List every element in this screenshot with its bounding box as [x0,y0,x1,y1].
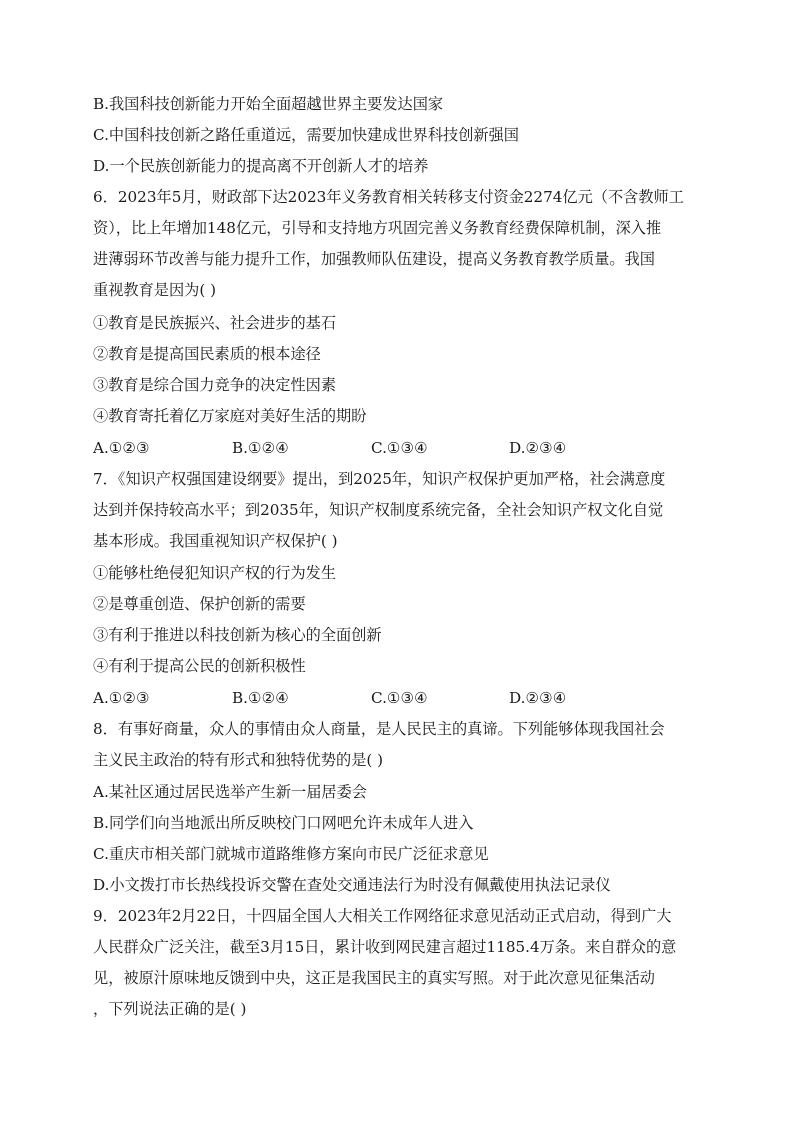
q7-choice-c: C.①③④ [371,689,428,707]
q9-stem-line: ，下列说法正确的是( ) [93,1000,247,1018]
q6-statement: ③教育是综合国力竞争的决定性因素 [93,376,336,394]
q6-statement: ①教育是民族振兴、社会进步的基石 [93,314,336,332]
q6-statement: ④教育寄托着亿万家庭对美好生活的期盼 [93,407,367,425]
q5-option-b: B.我国科技创新能力开始全面超越世界主要发达国家 [93,95,444,113]
q6-stem-line: 重视教育是因为( ) [93,281,216,299]
q5-option-d: D.一个民族创新能力的提高离不开创新人才的培养 [93,157,429,175]
q7-stem-line: 达到并保持较高水平；到2035年，知识产权制度系统完备，全社会知识产权文化自觉 [93,501,664,519]
q9-stem-line: 人民群众广泛关注，截至3月15日，累计收到网民建言超过1185.4万条。来自群众的意 [93,938,677,956]
q9-stem-line: 9．2023年2月22日，十四届全国人大相关工作网络征求意见活动正式启动，得到广大 [93,907,672,925]
q8-stem-line: 8．有事好商量，众人的事情由众人商量，是人民民主的真谛。下列能够体现我国社会 [93,720,665,738]
q6-choice-d: D.②③④ [509,439,567,457]
q8-option-d: D.小文拨打市长热线投诉交警在查处交通违法行为时没有佩戴使用执法记录仪 [93,876,611,894]
q6-choice-b: B.①②④ [232,439,289,457]
q6-choice-a: A.①②③ [93,439,150,457]
q6-statement: ②教育是提高国民素质的根本途径 [93,345,321,363]
q8-option-a: A.某社区通过居民选举产生新一届居委会 [93,783,367,801]
q6-choice-c: C.①③④ [371,439,428,457]
q7-choice-d: D.②③④ [509,689,567,707]
q7-stem-line: 7．《知识产权强国建设纲要》提出，到2025年，知识产权保护更加严格，社会满意度 [93,470,666,488]
q7-choice-a: A.①②③ [93,689,150,707]
q8-stem-line: 主义民主政治的特有形式和独特优势的是( ) [93,751,384,769]
q9-stem-line: 见，被原汁原味地反馈到中央，这正是我国民主的真实写照。对于此次意见征集活动 [93,969,655,987]
q7-statement: ①能够杜绝侵犯知识产权的行为发生 [93,564,336,582]
q8-option-c: C.重庆市相关部门就城市道路维修方案向市民广泛征求意见 [93,845,489,863]
q6-stem-line: 资），比上年增加148亿元，引导和支持地方巩固完善义务教育经费保障机制，深入推 [93,219,662,237]
q6-stem-line: 6．2023年5月，财政部下达2023年义务教育相关转移支付资金2274亿元（不含教师工 [93,188,684,206]
q7-choice-b: B.①②④ [232,689,289,707]
q7-statement: ②是尊重创造、保护创新的需要 [93,595,306,613]
q8-option-b: B.同学们向当地派出所反映校门口网吧允许未成年人进入 [93,814,474,832]
q7-stem-line: 基本形成。我国重视知识产权保护( ) [93,532,338,550]
q7-statement: ③有利于推进以科技创新为核心的全面创新 [93,626,382,644]
q6-stem-line: 进薄弱环节改善与能力提升工作，加强教师队伍建设，提高义务教育教学质量。我国 [93,250,655,268]
q5-option-c: C.中国科技创新之路任重道远，需要加快建成世界科技创新强国 [93,126,519,144]
q7-statement: ④有利于提高公民的创新积极性 [93,657,306,675]
